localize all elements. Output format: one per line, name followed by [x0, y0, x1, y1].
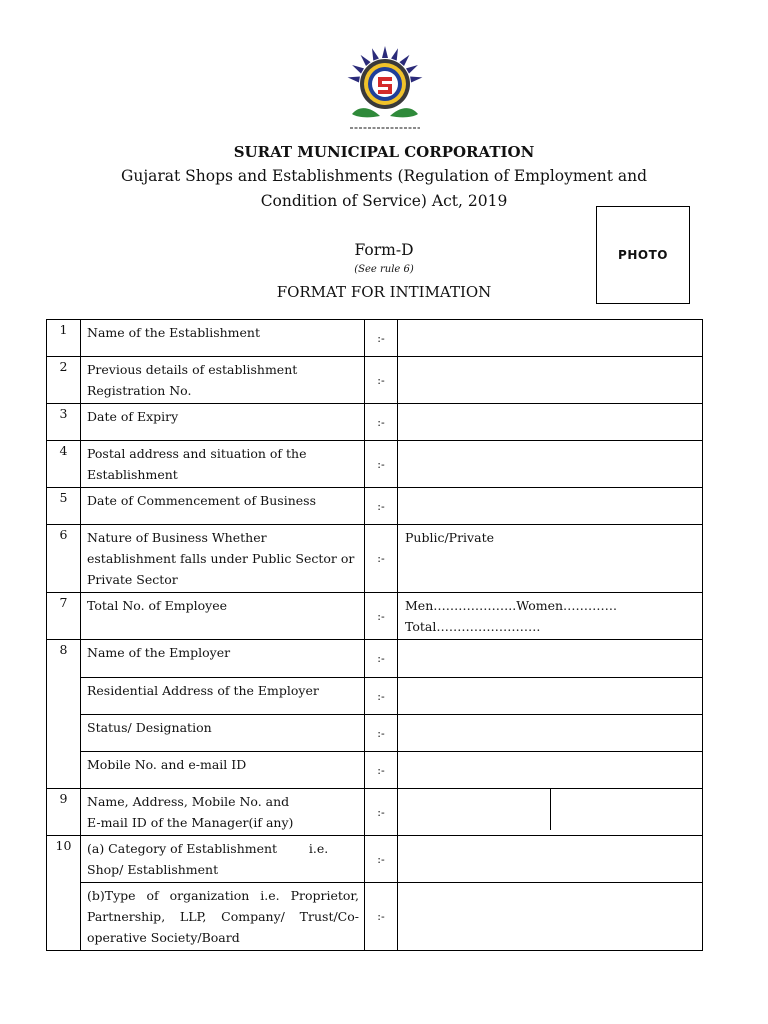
rule-note: (See rule 6) — [354, 264, 414, 275]
separator: :- — [365, 441, 398, 488]
table-row — [47, 441, 703, 488]
row-number: 5 — [47, 488, 81, 525]
row-number: 9 — [47, 789, 81, 836]
expiry-date-field[interactable] — [398, 404, 703, 441]
table-row — [47, 883, 703, 951]
separator: :- — [365, 357, 398, 404]
separator: :- — [365, 525, 398, 593]
table-row — [47, 593, 703, 640]
sector-field[interactable]: Public/Private — [398, 525, 703, 593]
separator: :- — [365, 488, 398, 525]
field-label: Residential Address of the Employer — [81, 678, 365, 715]
manager-details-field — [398, 789, 703, 836]
form-title: Form-D — [354, 241, 414, 259]
employer-contact-field[interactable] — [398, 752, 703, 789]
photo-label: PHOTO — [618, 248, 668, 262]
field-label: (a) Category of Establishment i.e. Shop/ Establishment — [81, 836, 365, 883]
row-number: 3 — [47, 404, 81, 441]
table-row — [47, 525, 703, 593]
intimation-form-table — [46, 319, 703, 951]
row-number: 8 — [47, 640, 81, 789]
separator: :- — [365, 752, 398, 789]
manager-details-right[interactable] — [550, 789, 703, 830]
separator: :- — [365, 404, 398, 441]
separator: :- — [365, 789, 398, 836]
manager-label-line2: E-mail ID of the Manager(if any) — [87, 815, 294, 830]
field-label: Name of the Employer — [81, 640, 365, 678]
field-label: Postal address and situation of the Establishment — [81, 441, 365, 488]
commencement-date-field[interactable] — [398, 488, 703, 525]
row-number: 10 — [47, 836, 81, 951]
field-label: (b)Type of organization i.e. Proprietor, Partnership, LLP, Company/ Trust/Co-operative Society/Board — [81, 883, 365, 951]
separator: :- — [365, 883, 398, 951]
separator: :- — [365, 640, 398, 678]
establishment-name-field[interactable] — [398, 320, 703, 357]
act-title-line1: Gujarat Shops and Establishments (Regulation of Employment and — [120, 167, 648, 185]
photo-box[interactable] — [596, 206, 690, 304]
separator: :- — [365, 678, 398, 715]
registration-no-field[interactable] — [398, 357, 703, 404]
separator: :- — [365, 715, 398, 752]
field-label: Date of Commencement of Business — [81, 488, 365, 525]
field-label: Name of the Establishment — [81, 320, 365, 357]
separator: :- — [365, 593, 398, 640]
postal-address-field[interactable] — [398, 441, 703, 488]
employer-name-field[interactable] — [398, 640, 703, 678]
separator: :- — [365, 320, 398, 357]
table-row — [47, 752, 703, 789]
table-row — [47, 640, 703, 678]
table-row — [47, 715, 703, 752]
table-row — [47, 488, 703, 525]
field-label: Date of Expiry — [81, 404, 365, 441]
row-number: 7 — [47, 593, 81, 640]
row-number: 1 — [47, 320, 81, 357]
row-number: 6 — [47, 525, 81, 593]
field-label: Nature of Business Whether establishment falls under Public Sector or Private Sector — [81, 525, 365, 593]
field-label: Total No. of Employee — [81, 593, 365, 640]
organization-type-field[interactable] — [398, 883, 703, 951]
table-row — [47, 789, 703, 836]
smc-logo — [340, 44, 430, 136]
organization-title: SURAT MUNICIPAL CORPORATION — [233, 143, 535, 161]
field-label: Previous details of establishment Registration No. — [81, 357, 365, 404]
table-row — [47, 320, 703, 357]
table-row — [47, 404, 703, 441]
separator: :- — [365, 836, 398, 883]
table-row — [47, 678, 703, 715]
row-number: 4 — [47, 441, 81, 488]
field-label — [81, 789, 365, 836]
employee-total: Total……………………. — [405, 619, 541, 634]
table-row — [47, 357, 703, 404]
format-title: FORMAT FOR INTIMATION — [276, 283, 492, 301]
employer-designation-field[interactable] — [398, 715, 703, 752]
row-number: 2 — [47, 357, 81, 404]
establishment-category-field[interactable] — [398, 836, 703, 883]
employee-count-field[interactable] — [398, 593, 703, 640]
act-title-line2: Condition of Service) Act, 2019 — [260, 192, 508, 210]
field-label: Mobile No. and e-mail ID — [81, 752, 365, 789]
table-row — [47, 836, 703, 883]
field-label: Status/ Designation — [81, 715, 365, 752]
manager-label-line1: Name, Address, Mobile No. and — [87, 794, 290, 809]
employee-men-women: Men………………..Women…………. — [405, 598, 617, 613]
employer-address-field[interactable] — [398, 678, 703, 715]
manager-details-left[interactable] — [398, 789, 550, 830]
